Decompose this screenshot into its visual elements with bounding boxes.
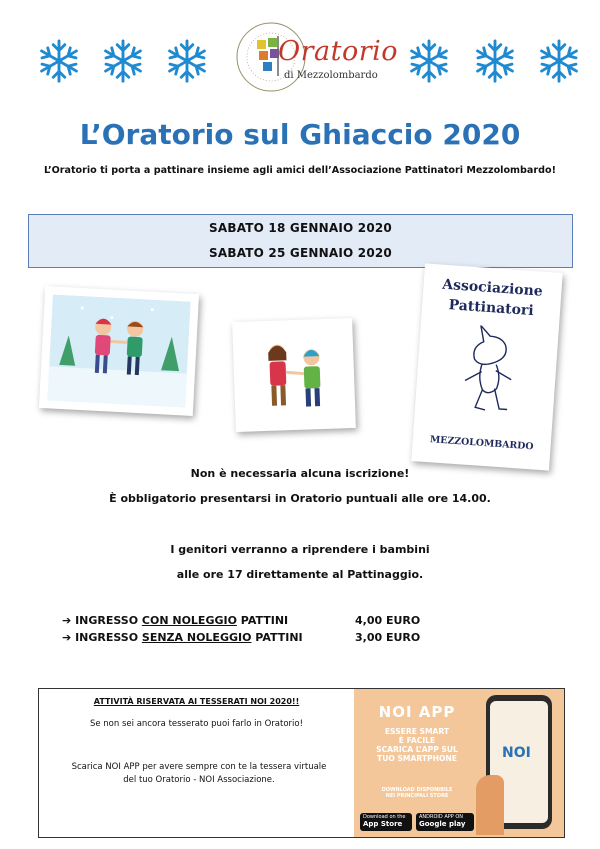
badge-small-text: Download on the xyxy=(363,814,406,820)
price-value: 3,00 EURO xyxy=(355,631,421,644)
notice-title: ATTIVITÀ RISERVATA AI TESSERATI NOI 2020!! xyxy=(93,697,300,706)
tagline-line: È FACILE xyxy=(398,736,436,745)
tagline-line: SCARICA L’APP SUL xyxy=(376,745,458,754)
dates-box xyxy=(28,214,573,268)
price-row xyxy=(62,614,482,631)
tagline-line: TUO SMARTPHONE xyxy=(377,754,457,763)
price-prefix: INGRESSO xyxy=(75,614,142,627)
arrow-icon: ➔ xyxy=(62,631,72,644)
logo-wordmark: Oratorio xyxy=(278,36,399,67)
association-sign-photo xyxy=(411,263,562,470)
snowflake-icon xyxy=(406,38,452,84)
noi-logo: NOI xyxy=(502,745,531,761)
badge-small-text: ANDROID APP ON xyxy=(419,814,464,820)
date-line: SABATO 18 GENNAIO 2020 xyxy=(209,221,392,235)
page-title: L’Oratorio sul Ghiaccio 2020 xyxy=(79,118,521,151)
kids-winter-photo xyxy=(232,318,356,432)
download-line: DOWNLOAD DISPONIBILE xyxy=(381,787,453,793)
notice-line: Se non sei ancora tesserato puoi farlo in Oratorio! xyxy=(89,719,304,729)
sign-line-2: Pattinatori xyxy=(448,297,535,320)
sign-line-3: MEZZOLOMBARDO xyxy=(429,434,534,453)
skating-kids-illustration xyxy=(47,294,190,407)
price-option: CON NOLEGGIO xyxy=(141,614,237,627)
oratorio-logo xyxy=(232,18,399,96)
tagline-line: ESSERE SMART xyxy=(384,727,450,736)
price-value: 4,00 EURO xyxy=(355,614,421,627)
sign-line-1: Associazione xyxy=(441,276,544,300)
snowflake-icon xyxy=(36,38,82,84)
app-store-badge[interactable] xyxy=(360,813,412,831)
download-line: NEI PRINCIPALI STORE xyxy=(385,793,449,799)
snowflake-icon xyxy=(164,38,210,84)
info-pickup-time: alle ore 17 direttamente al Pattinaggio. xyxy=(176,568,424,581)
badge-big-text: Google play xyxy=(419,820,466,828)
notice-text-panel xyxy=(39,689,354,837)
snowflake-icon xyxy=(472,38,518,84)
price-prefix: INGRESSO xyxy=(75,631,142,644)
kids-winter-illustration xyxy=(240,326,347,424)
price-suffix: PATTINI xyxy=(236,614,289,627)
price-option: SENZA NOLEGGIO xyxy=(141,631,252,644)
info-meeting-time: È obbligatorio presentarsi in Oratorio puntuali alle ore 14.00. xyxy=(109,492,491,505)
wolf-mascot-icon xyxy=(445,323,531,418)
date-line: SABATO 25 GENNAIO 2020 xyxy=(209,246,392,260)
arrow-icon: ➔ xyxy=(62,614,72,627)
price-list xyxy=(62,614,482,648)
price-suffix: PATTINI xyxy=(251,631,303,644)
badge-big-text: App Store xyxy=(363,820,403,828)
page-subtitle: L’Oratorio ti porta a pattinare insieme agli amici dell’Associazione Pattinatori Mezzolombardo! xyxy=(44,165,556,176)
info-pickup: I genitori verranno a riprendere i bambini xyxy=(170,543,430,556)
hand-icon xyxy=(476,775,504,835)
google-play-badge[interactable] xyxy=(416,813,474,831)
skating-kids-photo xyxy=(39,286,199,416)
notice-line: Scarica NOI APP per avere sempre con te la tessera virtuale del tuo Oratorio - NOI Associazione. xyxy=(71,762,327,785)
snowflake-icon xyxy=(100,38,146,84)
info-no-registration: Non è necessaria alcuna iscrizione! xyxy=(190,467,410,480)
noi-app-banner xyxy=(354,689,564,837)
price-row xyxy=(62,631,482,648)
snowflake-icon xyxy=(536,38,582,84)
noi-app-title: NOI APP xyxy=(378,703,456,721)
membership-notice-box xyxy=(38,688,565,838)
download-note xyxy=(362,787,472,799)
noi-app-tagline xyxy=(362,727,472,763)
logo-subtitle: di Mezzolombardo xyxy=(284,70,378,81)
